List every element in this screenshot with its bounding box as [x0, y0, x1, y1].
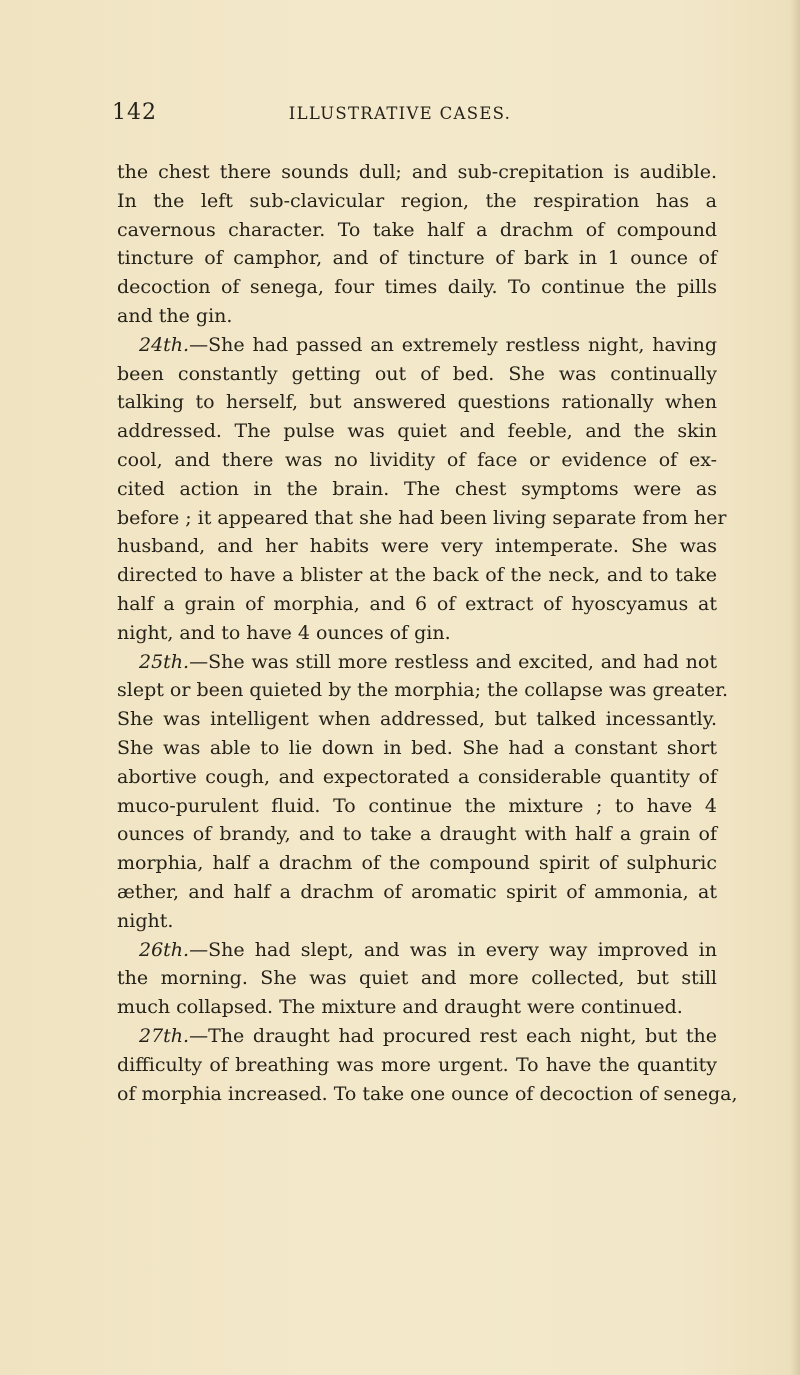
line-text: æther, and half a drachm of aromatic spirit of ammonia, at	[117, 880, 717, 903]
text-line	[117, 360, 717, 389]
text-line	[117, 820, 717, 849]
text-line	[117, 964, 717, 993]
line-text: husband, and her habits were very intemperate. She was	[117, 535, 717, 558]
line-text: decoction of senega, four times daily. To continue the pills	[117, 276, 717, 299]
line-text: addressed. The pulse was quiet and feeble, and the skin	[117, 420, 717, 443]
text-line	[117, 561, 717, 590]
line-text: —The draught had procured rest each night, but the	[189, 1024, 717, 1047]
text-line	[117, 878, 717, 907]
text-line	[117, 446, 717, 475]
line-text: before ; it appeared that she had been living separate from her	[117, 506, 727, 529]
text-line	[117, 388, 717, 417]
text-line	[117, 158, 717, 187]
line-text: cavernous character. To take half a drachm of compound	[117, 218, 717, 241]
line-text: slept or been quieted by the morphia; the collapse was greater.	[117, 679, 729, 702]
text-line	[117, 705, 717, 734]
line-text: night.	[117, 909, 174, 932]
entry-date: 24th.	[139, 333, 190, 356]
text-line	[117, 1051, 717, 1080]
line-text: of morphia increased. To take one ounce of decoction of senega,	[117, 1082, 738, 1105]
line-text: —She had passed an extremely restless night, having	[189, 333, 717, 356]
running-head: ILLUSTRATIVE CASES.	[288, 104, 512, 123]
entry-date: 25th.	[139, 650, 190, 673]
text-line	[117, 907, 717, 936]
entry-date: 26th.	[139, 938, 190, 961]
line-text: —She was still more restless and excited, and had not	[189, 650, 717, 673]
text-line	[117, 302, 717, 331]
line-text: abortive cough, and expectorated a considerable quantity of	[117, 765, 717, 788]
text-line	[117, 417, 717, 446]
text-line	[117, 676, 729, 705]
text-line	[117, 216, 717, 245]
line-text: talking to herself, but answered questions rationally when	[117, 391, 717, 414]
text-line	[117, 532, 717, 561]
line-text: half a grain of morphia, and 6 of extract of hyoscyamus at	[117, 592, 717, 615]
line-text: night, and to have 4 ounces of gin.	[117, 621, 451, 644]
text-line	[117, 763, 717, 792]
text-line	[117, 590, 717, 619]
line-text: the chest there sounds dull; and sub-crepitation is audible.	[117, 161, 717, 183]
line-text: much collapsed. The mixture and draught were continued.	[117, 996, 683, 1019]
text-line	[117, 792, 717, 821]
line-text: muco-purulent fluid. To continue the mixture ; to have 4	[117, 794, 717, 817]
paragraph-start-line	[117, 331, 717, 360]
text-line	[117, 475, 717, 504]
paragraph-start-line	[117, 936, 717, 965]
text-line	[117, 993, 717, 1022]
body-text	[117, 158, 738, 1108]
page-number: 142	[112, 100, 157, 125]
line-text: cited action in the brain. The chest symptoms were as	[117, 477, 717, 500]
line-text: She was intelligent when addressed, but talked incessantly.	[117, 708, 717, 731]
text-line	[117, 849, 717, 878]
text-line	[117, 1080, 738, 1109]
page-header	[0, 100, 800, 132]
line-text: and the gin.	[117, 304, 233, 327]
text-line	[117, 273, 717, 302]
line-text: directed to have a blister at the back of the neck, and to take	[117, 564, 717, 587]
page-edge-shadow	[790, 0, 800, 1375]
text-line	[117, 504, 727, 533]
line-text: In the left sub-clavicular region, the respiration has a	[117, 189, 717, 212]
line-text: cool, and there was no lividity of face or evidence of ex-	[117, 448, 717, 471]
text-line	[117, 244, 717, 273]
line-text: —She had slept, and was in every way improved in	[189, 938, 717, 961]
line-text: tincture of camphor, and of tincture of bark in 1 ounce of	[117, 247, 717, 270]
line-text: been constantly getting out of bed. She was continually	[117, 362, 717, 385]
paragraph-start-line	[117, 1022, 717, 1051]
text-line	[117, 734, 717, 763]
text-line	[117, 187, 717, 216]
line-text: morphia, half a drachm of the compound spirit of sulphuric	[117, 852, 717, 875]
paragraph-start-line	[117, 648, 717, 677]
line-text: the morning. She was quiet and more collected, but still	[117, 967, 717, 990]
entry-date: 27th.	[139, 1024, 190, 1047]
text-line	[117, 619, 717, 648]
line-text: difficulty of breathing was more urgent. To have the quantity	[117, 1053, 717, 1076]
line-text: She was able to lie down in bed. She had a constant short	[117, 736, 717, 759]
line-text: ounces of brandy, and to take a draught with half a grain of	[117, 823, 717, 846]
